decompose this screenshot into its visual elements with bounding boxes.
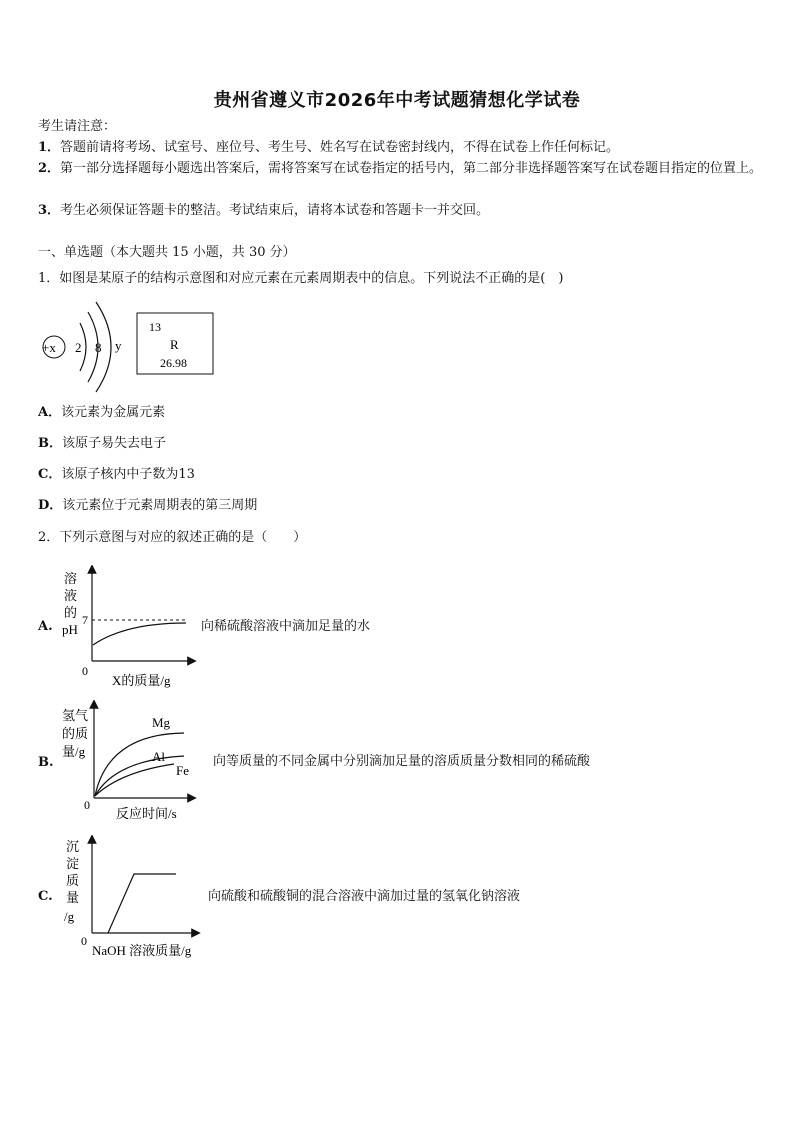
hydrogen-mass-graph xyxy=(60,700,210,825)
shell-3-electrons: y xyxy=(115,338,122,353)
notice-heading: 考生请注意： xyxy=(38,119,117,134)
ref-tick-label: 7 xyxy=(82,613,88,627)
question-1-stem: 1．如图是某原子的结构示意图和对应元素在元素周期表中的信息。下列说法不正确的是( ) xyxy=(38,271,564,286)
series-label: Fe xyxy=(176,763,189,778)
q1-option-d xyxy=(38,496,257,516)
y-axis-label-line: 淀 xyxy=(66,856,80,871)
notice-item-text: 答题前请将考场、试室号、座位号、考生号、姓名写在试卷密封线内，不得在试卷上作任何标记。 xyxy=(60,140,620,155)
q2-option-c-letter: C. xyxy=(38,889,53,904)
notice-item-number: 2． xyxy=(38,161,61,176)
q1-option-b xyxy=(38,434,166,454)
origin-label: 0 xyxy=(84,798,90,812)
option-letter: B． xyxy=(38,436,62,451)
origin-label: 0 xyxy=(81,934,87,948)
q2-option-b-text: 向等质量的不同金属中分别滴加足量的溶质质量分数相同的稀硫酸 xyxy=(213,754,591,769)
y-axis-label-line: 量/g xyxy=(62,744,86,759)
section-heading: 一、单选题（本大题共 15 小题，共 30 分） xyxy=(38,245,296,260)
origin-label: 0 xyxy=(82,664,88,678)
q2-option-a-text: 向稀硫酸溶液中滴加足量的水 xyxy=(201,619,371,634)
notice-item-2 xyxy=(38,159,764,179)
y-axis-label-line: 的 xyxy=(64,605,78,620)
atomic-mass: 26.98 xyxy=(160,356,187,370)
q1-option-a xyxy=(38,403,165,423)
option-text: 该元素为金属元素 xyxy=(61,405,166,420)
precipitate-line xyxy=(108,874,176,933)
option-letter: D． xyxy=(38,498,63,513)
notice-item-text: 考生必须保证答题卡的整洁。考试结束后，请将本试卷和答题卡一并交回。 xyxy=(60,203,490,218)
notice-item-text: 第一部分选择题每小题选出答案后，需将答案写在试卷指定的括号内，第二部分非选择题答案写在试卷题目指定的位置上。 xyxy=(60,161,763,176)
y-axis-label-line: /g xyxy=(64,909,75,924)
q2-option-c-text: 向硫酸和硫酸铜的混合溶液中滴加过量的氢氧化钠溶液 xyxy=(208,889,521,904)
shell-1-electrons: 2 xyxy=(75,340,82,355)
q2-option-a-letter: A. xyxy=(38,619,53,634)
question-2-stem: 2．下列示意图与对应的叙述正确的是（ ） xyxy=(38,530,307,545)
notice-item-number: 1． xyxy=(38,140,61,155)
y-axis-label-line: 液 xyxy=(64,588,78,603)
y-axis-label-line: pH xyxy=(62,622,78,637)
series-label: Mg xyxy=(152,715,171,730)
option-text: 该原子易失去电子 xyxy=(62,436,167,451)
notice-item-1 xyxy=(38,138,764,158)
series-label: Al xyxy=(152,749,165,764)
y-axis-label-line: 沉 xyxy=(66,839,80,854)
precipitate-mass-graph xyxy=(60,835,210,963)
option-letter: A． xyxy=(38,405,62,420)
atom-structure-diagram xyxy=(36,300,226,400)
option-letter: C． xyxy=(38,467,62,482)
atomic-number: 13 xyxy=(149,320,161,334)
notice-item-number: 3． xyxy=(38,203,61,218)
option-text: 该原子核内中子数为13 xyxy=(61,467,195,482)
element-symbol: R xyxy=(170,337,179,352)
shell-2-electrons: 8 xyxy=(95,340,102,355)
y-axis-label-line: 量 xyxy=(66,890,80,905)
series-curve-al xyxy=(95,756,184,796)
x-axis-label: NaOH 溶液质量/g xyxy=(92,943,192,958)
page-title: 贵州省遵义市2026年中考试题猜想化学试卷 xyxy=(213,90,581,111)
notice-item-3 xyxy=(38,201,764,221)
nucleus-charge: +x xyxy=(42,340,56,355)
q2-option-b-letter: B. xyxy=(38,755,54,770)
y-axis-label-line: 溶 xyxy=(64,571,78,586)
y-axis-label-line: 的质 xyxy=(62,726,89,741)
series-curve-fe xyxy=(95,764,174,796)
option-text: 该元素位于元素周期表的第三周期 xyxy=(62,498,258,513)
ph-graph xyxy=(60,565,200,690)
y-axis-label-line: 氢气 xyxy=(62,708,89,723)
x-axis-label: 反应时间/s xyxy=(116,806,177,821)
y-axis-label-line: 质 xyxy=(66,873,80,888)
x-axis-label: X的质量/g xyxy=(112,673,171,688)
q1-option-c xyxy=(38,465,195,485)
ph-curve xyxy=(93,623,186,645)
